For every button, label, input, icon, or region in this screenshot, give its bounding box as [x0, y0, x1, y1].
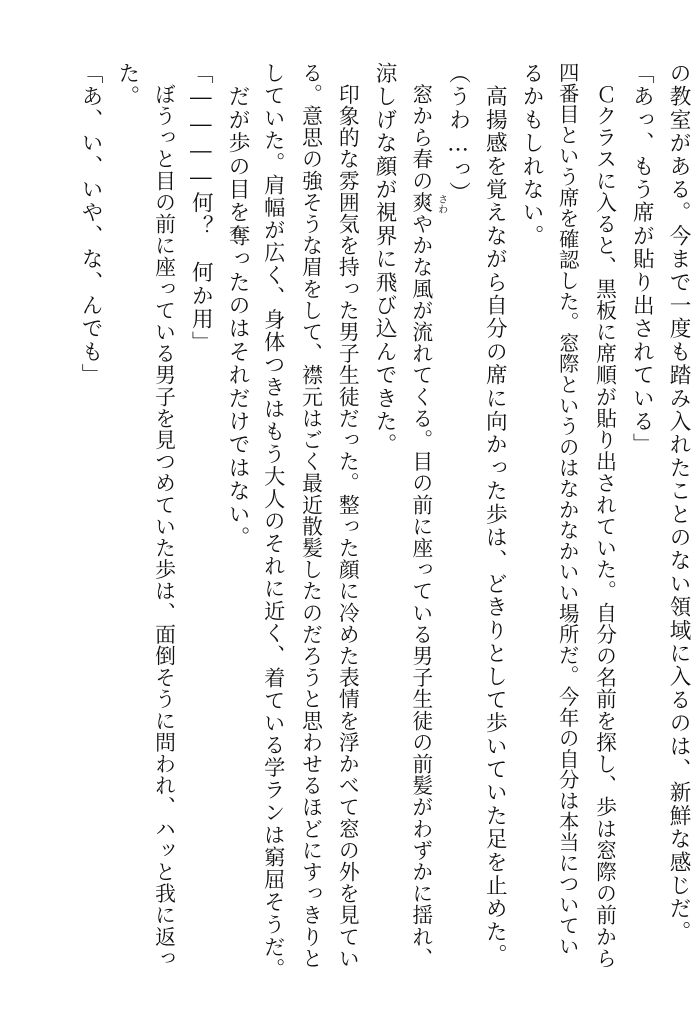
text-column-4: 四番目という席を確認した。窓際というのはなかなかいい場所だ。今年の自分は本当についてい [555, 62, 580, 957]
text-column-13: だが歩の目を奪ったのはそれだけではない。 [225, 62, 250, 550]
text-column-10: 印象的な雰囲気を持った男子生徒だった。整った顔に冷めた表情を浮かべて窓の外を見てい [335, 62, 360, 970]
text-column-7: （うわ…っ） [445, 62, 471, 205]
text-column-3: Ｃクラスに入ると、黒板に席順が貼り出されていた。自分の名前を探し、歩は窓際の前から [592, 62, 617, 970]
text-column-12: していた。肩幅が広く、身体つきはもう大人のそれに近く、着ている学ランは窮屈そうだ。 [261, 62, 287, 981]
text-column-5: るかもしれない。 [519, 62, 544, 248]
text-column-8: 窓から春の爽やかな風が流れてくる。目の前に座っている男子生徒の前髪がわずかに揺れ、 [408, 62, 433, 970]
ruby-reading: さわ [435, 193, 447, 214]
text-column-9: 涼しげな顔が視界に飛び込んできた。 [372, 62, 397, 457]
text-column-6: 高揚感を覚えながら自分の席に向かった歩は、どきりとして歩いていた足を止めた。 [482, 62, 508, 967]
text-column-2: 「あっ、もう席が貼り出されている」 [629, 62, 655, 457]
text-column-16: た。 [114, 62, 140, 109]
text-column-11: る。意思の強そうな眉をして、襟元はごく最近散髪したのだろうと思わせるほどにすっきりと [298, 62, 323, 970]
text-column-17: 「あ、い、いや、な、んでも」 [78, 62, 103, 387]
text-column-1: の教室がある。今まで一度も踏み入れたことのない領域に入るのは、新鮮な感じだ。 [666, 62, 691, 944]
text-column-14: 「――――何？ 何か用」 [188, 62, 214, 354]
text-column-15: ぼうっと目の前に座っている男子を見つめていた歩は、面倒そうに問われ、ハッと我に返っ [151, 62, 176, 970]
